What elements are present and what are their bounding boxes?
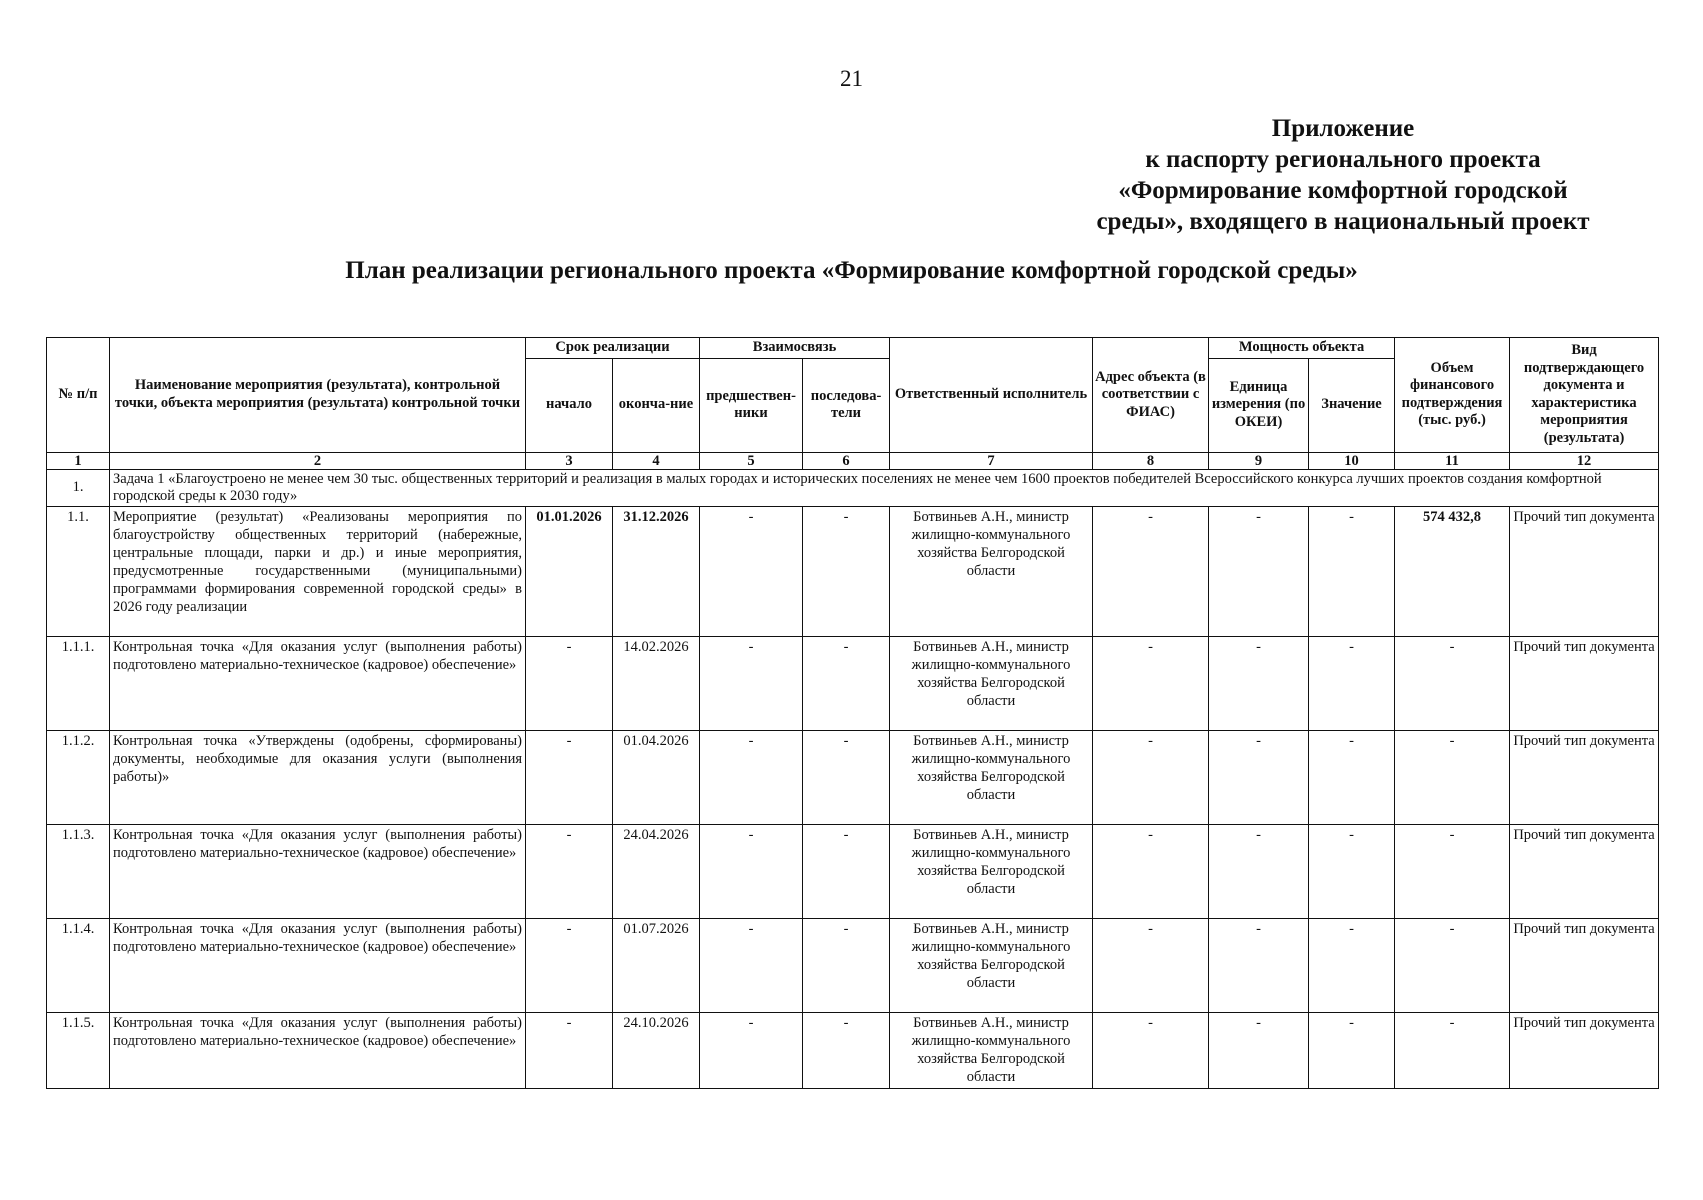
plan-table: [46, 337, 1659, 1089]
row-successors: -: [803, 636, 890, 730]
col-header-address: Адрес объекта (в соответствии с ФИАС): [1093, 338, 1209, 453]
column-number: 9: [1209, 452, 1309, 469]
row-unit: -: [1209, 824, 1309, 918]
row-end: 24.04.2026: [613, 824, 700, 918]
row-predecessors: -: [700, 824, 803, 918]
row-doc-type: Прочий тип документа: [1510, 730, 1659, 824]
row-value: -: [1309, 506, 1395, 636]
row-value: -: [1309, 918, 1395, 1012]
row-address: -: [1093, 1012, 1209, 1088]
row-unit: -: [1209, 506, 1309, 636]
row-name: Контрольная точка «Утверждены (одобрены, сформированы) документы, необходимые для оказания услуги (выполнения работы)»: [110, 730, 526, 824]
col-header-end: оконча-ние: [613, 358, 700, 452]
plan-title: План реализации регионального проекта «Формирование комфортной городской среды»: [345, 257, 1358, 284]
row-predecessors: -: [700, 730, 803, 824]
row-unit: -: [1209, 636, 1309, 730]
row-responsible: Ботвиньев А.Н., министр жилищно-коммунального хозяйства Белгородской области: [890, 730, 1093, 824]
row-address: -: [1093, 918, 1209, 1012]
appendix-line: к паспорту регионального проекта: [1145, 146, 1541, 173]
row-start: -: [526, 918, 613, 1012]
col-header-value: Значение: [1309, 358, 1395, 452]
column-number: 2: [110, 452, 526, 469]
column-number: 1: [47, 452, 110, 469]
row-unit: -: [1209, 730, 1309, 824]
row-name: Мероприятие (результат) «Реализованы мероприятия по благоустройству общественных территорий (набережные, центральные площади, парки и др.) и иные мероприятия, предусмотренные государственными (муниципальными) программами формирования современной городской среды» в 2026 году реализации: [110, 506, 526, 636]
row-end: 01.04.2026: [613, 730, 700, 824]
table-row: [47, 918, 1659, 1012]
row-start: 01.01.2026: [526, 506, 613, 636]
row-responsible: Ботвиньев А.Н., министр жилищно-коммунального хозяйства Белгородской области: [890, 636, 1093, 730]
row-predecessors: -: [700, 918, 803, 1012]
row-address: -: [1093, 506, 1209, 636]
col-header-successors: последова-тели: [803, 358, 890, 452]
row-doc-type: Прочий тип документа: [1510, 636, 1659, 730]
table-row: [47, 824, 1659, 918]
row-finance: 574 432,8: [1395, 506, 1510, 636]
row-end: 01.07.2026: [613, 918, 700, 1012]
row-successors: -: [803, 506, 890, 636]
col-header-predecessors: предшествен-ники: [700, 358, 803, 452]
table-row: [47, 506, 1659, 636]
appendix-line: «Формирование комфортной городской: [1118, 177, 1568, 204]
row-num: 1.1.: [47, 506, 110, 636]
row-value: -: [1309, 824, 1395, 918]
column-number-row: [47, 452, 1659, 469]
row-finance: -: [1395, 918, 1510, 1012]
row-start: -: [526, 730, 613, 824]
row-end: 14.02.2026: [613, 636, 700, 730]
column-number: 5: [700, 452, 803, 469]
row-end: 24.10.2026: [613, 1012, 700, 1088]
col-header-responsible: Ответственный исполнитель: [890, 338, 1093, 453]
row-address: -: [1093, 730, 1209, 824]
row-doc-type: Прочий тип документа: [1510, 824, 1659, 918]
row-successors: -: [803, 1012, 890, 1088]
row-num: 1.1.1.: [47, 636, 110, 730]
row-finance: -: [1395, 824, 1510, 918]
col-header-finance: Объем финансового подтверждения (тыс. руб.): [1395, 338, 1510, 453]
row-num: 1.1.5.: [47, 1012, 110, 1088]
row-value: -: [1309, 1012, 1395, 1088]
row-start: -: [526, 1012, 613, 1088]
row-responsible: Ботвиньев А.Н., министр жилищно-коммунального хозяйства Белгородской области: [890, 506, 1093, 636]
col-header-capacity: Мощность объекта: [1209, 338, 1395, 359]
task-text: Задача 1 «Благоустроено не менее чем 30 тыс. общественных территорий и реализация в малых городах и исторических поселениях не менее чем 1600 проектов победителей Всероссийского конкурса лучших проектов создания комфортной городской среды к 2030 году»: [110, 469, 1659, 506]
table-row: [47, 636, 1659, 730]
column-number: 4: [613, 452, 700, 469]
row-address: -: [1093, 824, 1209, 918]
col-header-term: Срок реализации: [526, 338, 700, 359]
header-row: [47, 338, 1659, 359]
row-finance: -: [1395, 1012, 1510, 1088]
task-num: 1.: [47, 469, 110, 506]
row-num: 1.1.2.: [47, 730, 110, 824]
appendix-line: Приложение: [1271, 115, 1415, 142]
row-predecessors: -: [700, 1012, 803, 1088]
row-name: Контрольная точка «Для оказания услуг (выполнения работы) подготовлено материально-техническое (кадровое) обеспечение»: [110, 636, 526, 730]
task-row: [47, 469, 1659, 506]
col-header-name: Наименование мероприятия (результата), контрольной точки, объекта мероприятия (результата) контрольной точки: [110, 338, 526, 453]
row-start: -: [526, 824, 613, 918]
row-name: Контрольная точка «Для оказания услуг (выполнения работы) подготовлено материально-техническое (кадровое) обеспечение»: [110, 1012, 526, 1088]
column-number: 7: [890, 452, 1093, 469]
row-responsible: Ботвиньев А.Н., министр жилищно-коммунального хозяйства Белгородской области: [890, 1012, 1093, 1088]
row-doc-type: Прочий тип документа: [1510, 506, 1659, 636]
row-unit: -: [1209, 918, 1309, 1012]
table-row: [47, 730, 1659, 824]
row-num: 1.1.4.: [47, 918, 110, 1012]
row-finance: -: [1395, 636, 1510, 730]
row-successors: -: [803, 918, 890, 1012]
row-value: -: [1309, 730, 1395, 824]
column-number: 8: [1093, 452, 1209, 469]
row-address: -: [1093, 636, 1209, 730]
col-header-doc-type: Вид подтверждающего документа и характеристика мероприятия (результата): [1510, 338, 1659, 453]
row-unit: -: [1209, 1012, 1309, 1088]
row-responsible: Ботвиньев А.Н., министр жилищно-коммунального хозяйства Белгородской области: [890, 824, 1093, 918]
row-successors: -: [803, 730, 890, 824]
row-name: Контрольная точка «Для оказания услуг (выполнения работы) подготовлено материально-техническое (кадровое) обеспечение»: [110, 918, 526, 1012]
appendix-heading: [1033, 113, 1653, 237]
row-end: 31.12.2026: [613, 506, 700, 636]
row-responsible: Ботвиньев А.Н., министр жилищно-коммунального хозяйства Белгородской области: [890, 918, 1093, 1012]
column-number: 12: [1510, 452, 1659, 469]
column-number: 11: [1395, 452, 1510, 469]
page-number: 21: [840, 66, 863, 91]
row-doc-type: Прочий тип документа: [1510, 1012, 1659, 1088]
row-predecessors: -: [700, 636, 803, 730]
column-number: 6: [803, 452, 890, 469]
row-num: 1.1.3.: [47, 824, 110, 918]
row-finance: -: [1395, 730, 1510, 824]
column-number: 3: [526, 452, 613, 469]
col-header-relation: Взаимосвязь: [700, 338, 890, 359]
row-value: -: [1309, 636, 1395, 730]
col-header-unit: Единица измерения (по ОКЕИ): [1209, 358, 1309, 452]
row-predecessors: -: [700, 506, 803, 636]
row-name: Контрольная точка «Для оказания услуг (выполнения работы) подготовлено материально-техническое (кадровое) обеспечение»: [110, 824, 526, 918]
column-number: 10: [1309, 452, 1395, 469]
row-doc-type: Прочий тип документа: [1510, 918, 1659, 1012]
row-successors: -: [803, 824, 890, 918]
col-header-start: начало: [526, 358, 613, 452]
table-row: [47, 1012, 1659, 1088]
row-start: -: [526, 636, 613, 730]
appendix-line: среды», входящего в национальный проект: [1096, 208, 1590, 235]
col-header-num: № п/п: [47, 338, 110, 453]
